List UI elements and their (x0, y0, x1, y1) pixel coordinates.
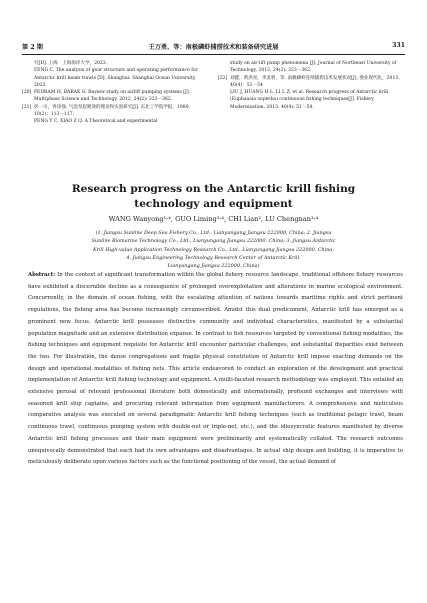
reference-entry: study on air-lift pump phenomena [J]. Journal of Northeast University of Technology, 2012, 24(2): 323－362. (230, 61, 397, 74)
affiliation-line: 4. Jiangsu Engineering Technology Research Center of Antarctic Krill, (126, 254, 301, 261)
reference-entry: [22] 刘健，黄洪亮，李灵智，等. 南极磷虾连续捕捞技术发展状况[J]. 渔业现代化，2013，40(4)：51－54 (218, 75, 403, 88)
references-right-column (218, 60, 405, 111)
reference-entry: [21] 彭一川，冉泽强. 气泡泵起吸效的理论和实验研究[J]. 东北工学院学报，1989，10(2)：113－117. (22, 104, 194, 118)
affiliation-line: Sunline Biomarine Technology Co., Ltd., Lianyungang Jiangsu 222000, China; 3. Jiangsu Antarctic (91, 238, 336, 245)
paper-title (22, 182, 405, 211)
header-rule (22, 54, 405, 55)
affiliations (56, 229, 371, 270)
reference-entry: FENG C. The analysis of gear structure and operating performance for Antarctic krill beam trawls [D]. Shanghai: Shanghai Ocean University, 2023. (34, 68, 198, 88)
author-list: WANG Wanyong¹˒⁴, GUO Liming²˒⁴, CHI Lian², LU Chengnan³˒⁴ (108, 215, 319, 223)
reference-entry: 究[D]. 上海：上海海洋大学，2023. (34, 61, 108, 66)
page-number: 331 (392, 42, 405, 49)
references-left-column (22, 60, 209, 126)
reference-entry: PENG Y C, XIAO Z Q. A Theoretical and experimental (34, 119, 158, 125)
affiliation-line: (1. Jiangsu Sunline Deep Sea Fishery Co., Ltd., Lianyungang Jiangsu 222000, China; 2. Jiangsu (95, 230, 332, 236)
issue-number: 第 2 期 (22, 44, 43, 51)
abstract-label: Abstract: (28, 272, 56, 278)
abstract-text: In the context of significant transformation within the global fishery resource landscape, traditional offshore fishery resources have exhibited a discernible decline as a consequence of prolonged overexploitation and alterations in marine ecological environment. Concurrently, in the domain of ocean fishing, with the escalating attention of nations towards maritime rights and strict pertinent regulations, the fishing area has become increasingly circumscribed. Amidst this dual predicament, Antarctic krill has emerged as a prominent new focus. Antarctic krill possesses distinctive community and individual characteristics, manifested by a substantial population magnitude and an extensive distribution expanse. In contrast to fish resources targeted by conventional fishing modalities, the fishing techniques and equipment requisite for Antarctic krill encounter particular challenges, and substantial disparities exist between the two. For illustration, the dense congregations and fragile physical constitution of Antarctic krill impose exacting demands on the design and operational modalities of fishing nets. This article endeavored to conduct an exploration of the development and practical implementation of Antarctic krill fishing technology and equipment. A multi-faceted research methodology was employed. This entailed an extensive perusal of relevant professional literature both domestically and internationally, profound exchanges and interviews with seasoned krill ship captains, and procuring relevant information from equipment manufacturers. A comprehensive and meticulous comparative analysis was executed on several paradigmatic Antarctic krill fishing techniques (such as traditional pelagic trawl, beam continuous trawl, continuous pumping system with double-net or triple-net, etc.), and the idiosyncratic features manifested by diverse Antarctic krill fishing processes and their main equipment were preliminarily and systematically collated. The research outcomes unequivocally demonstrated that each had its own advantages and disadvantages. In actual ship design and building, it is imperative to meticulously deliberate upon various factors such as the functional positioning of the vessel, the actual demand of (28, 272, 403, 466)
reference-entry: LIU J, HUANG H L, LI L Z, et al. Research progress of Antarctic krill (Euphausia superba) continuous fishing techniques[J]. Fishery Modernization, 2013, 40(4): 51－54. (230, 90, 389, 110)
title-line: Research progress on the Antarctic krill fishing (71, 183, 356, 195)
page-header (22, 40, 405, 54)
title-line: technology and equipment (134, 197, 293, 210)
references-section (22, 60, 405, 156)
reference-entry: [20] PEDRAM H, BABAK G. Review study on airlift pumping systems [J]. Multiphase Science and Technology, 2012, 24(2): 323－362. (22, 90, 191, 103)
abstract (28, 270, 403, 469)
affiliation-line: Lianyungang Jiangsu 222000, China) (167, 263, 260, 270)
affiliation-line: Krill High-value Application Technology Research Co., Ltd., Lianyungang Jiangsu 222000, China; (93, 246, 334, 253)
running-title: 王万勇，等：南极磷虾捕捞技术和装备研究进展 (148, 44, 279, 51)
